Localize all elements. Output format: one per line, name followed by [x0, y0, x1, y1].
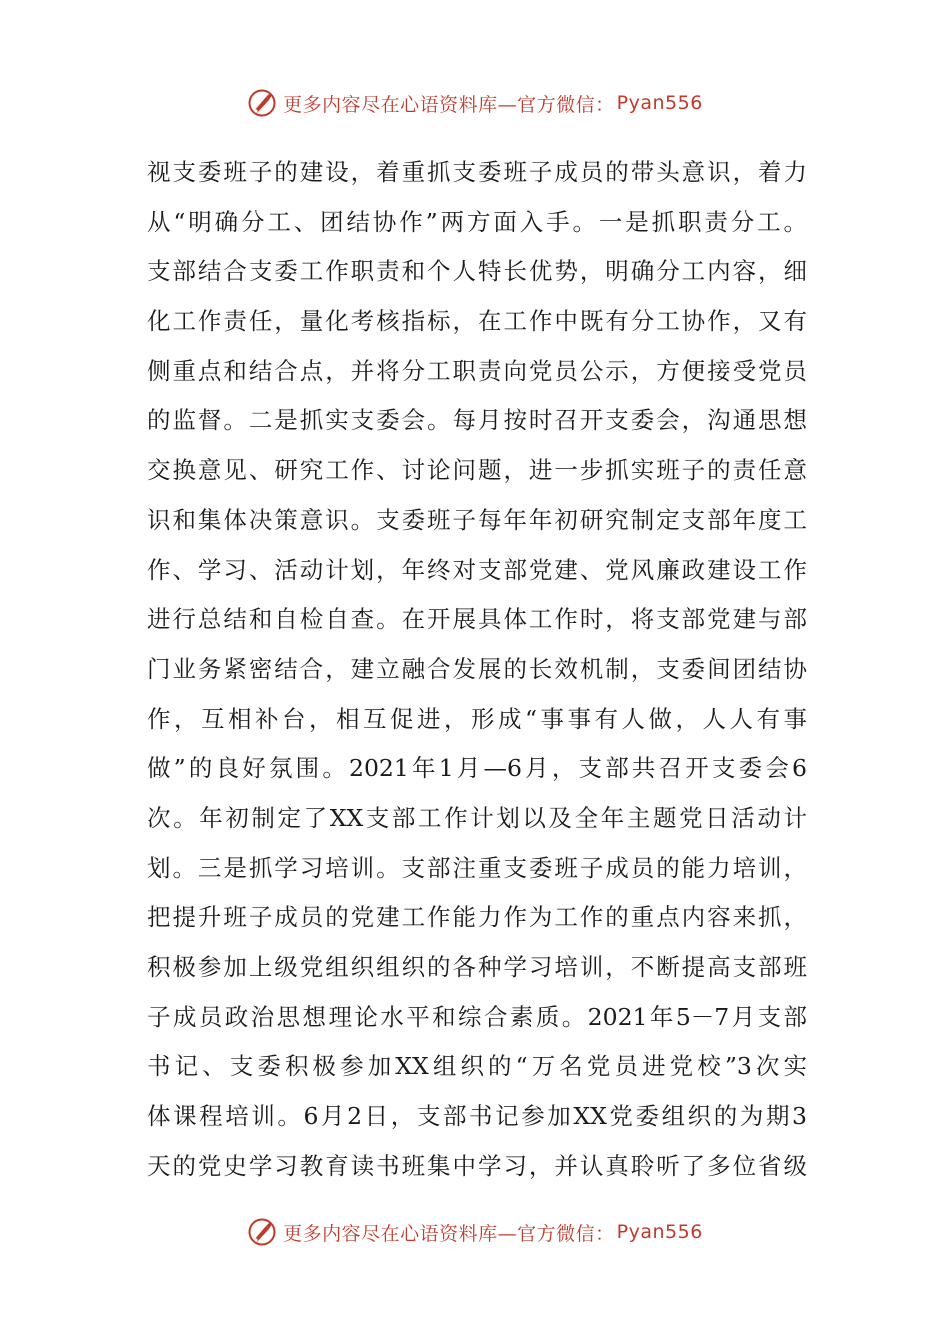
body-line: 做”的良好氛围。2021年1月—6月，支部共召开支委会6	[147, 754, 807, 783]
footer-watermark	[0, 1212, 950, 1252]
body-line: 书记、支委积极参加XX组织的“万名党员进党校”3次实	[147, 1052, 807, 1081]
body-line: 作，互相补台，相互促进，形成“事事有人做，人人有事	[147, 704, 807, 733]
body-line: 划。三是抓学习培训。支部注重支委班子成员的能力培训，	[147, 853, 807, 882]
body-line: 化工作责任，量化考核指标，在工作中既有分工协作，又有	[147, 307, 807, 336]
watermark-wechat-id: Pyan556	[616, 92, 703, 114]
body-line: 天的党史学习教育读书班集中学习，并认真聆听了多位省级	[147, 1151, 807, 1180]
body-line: 交换意见、研究工作、讨论问题，进一步抓实班子的责任意	[147, 456, 807, 485]
watermark-text: 更多内容尽在心语资料库—官方微信：	[283, 1222, 615, 1245]
document-body	[147, 148, 807, 1191]
body-line: 作、学习、活动计划，年终对支部党建、党风廉政建设工作	[147, 555, 807, 584]
pen-nib-logo-icon	[247, 88, 277, 118]
body-line: 从“明确分工、团结协作”两方面入手。一是抓职责分工。	[147, 207, 807, 236]
body-line: 体课程培训。6月2日，支部书记参加XX党委组织的为期3	[147, 1102, 807, 1131]
pen-nib-logo-icon	[247, 1217, 277, 1247]
header-watermark	[0, 83, 950, 123]
body-line: 的监督。二是抓实支委会。每月按时召开支委会，沟通思想	[147, 406, 807, 435]
body-line: 视支委班子的建设，着重抓支委班子成员的带头意识，着力	[147, 158, 807, 186]
body-line: 门业务紧密结合，建立融合发展的长效机制，支委间团结协	[147, 654, 807, 683]
body-line: 进行总结和自检自查。在开展具体工作时，将支部党建与部	[147, 605, 807, 634]
body-line: 次。年初制定了XX支部工作计划以及全年主题党日活动计	[147, 803, 807, 832]
body-line: 侧重点和结合点，并将分工职责向党员公示，方便接受党员	[147, 356, 807, 385]
body-line: 子成员政治思想理论水平和综合素质。2021年5－7月支部	[147, 1002, 807, 1031]
body-line: 支部结合支委工作职责和个人特长优势，明确分工内容，细	[147, 257, 807, 286]
body-line: 积极参加上级党组织组织的各种学习培训，不断提高支部班	[147, 953, 807, 981]
body-line: 识和集体决策意识。支委班子每年年初研究制定支部年度工	[147, 505, 807, 534]
watermark-text: 更多内容尽在心语资料库—官方微信：	[283, 93, 615, 116]
body-line: 把提升班子成员的党建工作能力作为工作的重点内容来抓，	[147, 903, 807, 932]
watermark-wechat-id: Pyan556	[616, 1221, 703, 1243]
